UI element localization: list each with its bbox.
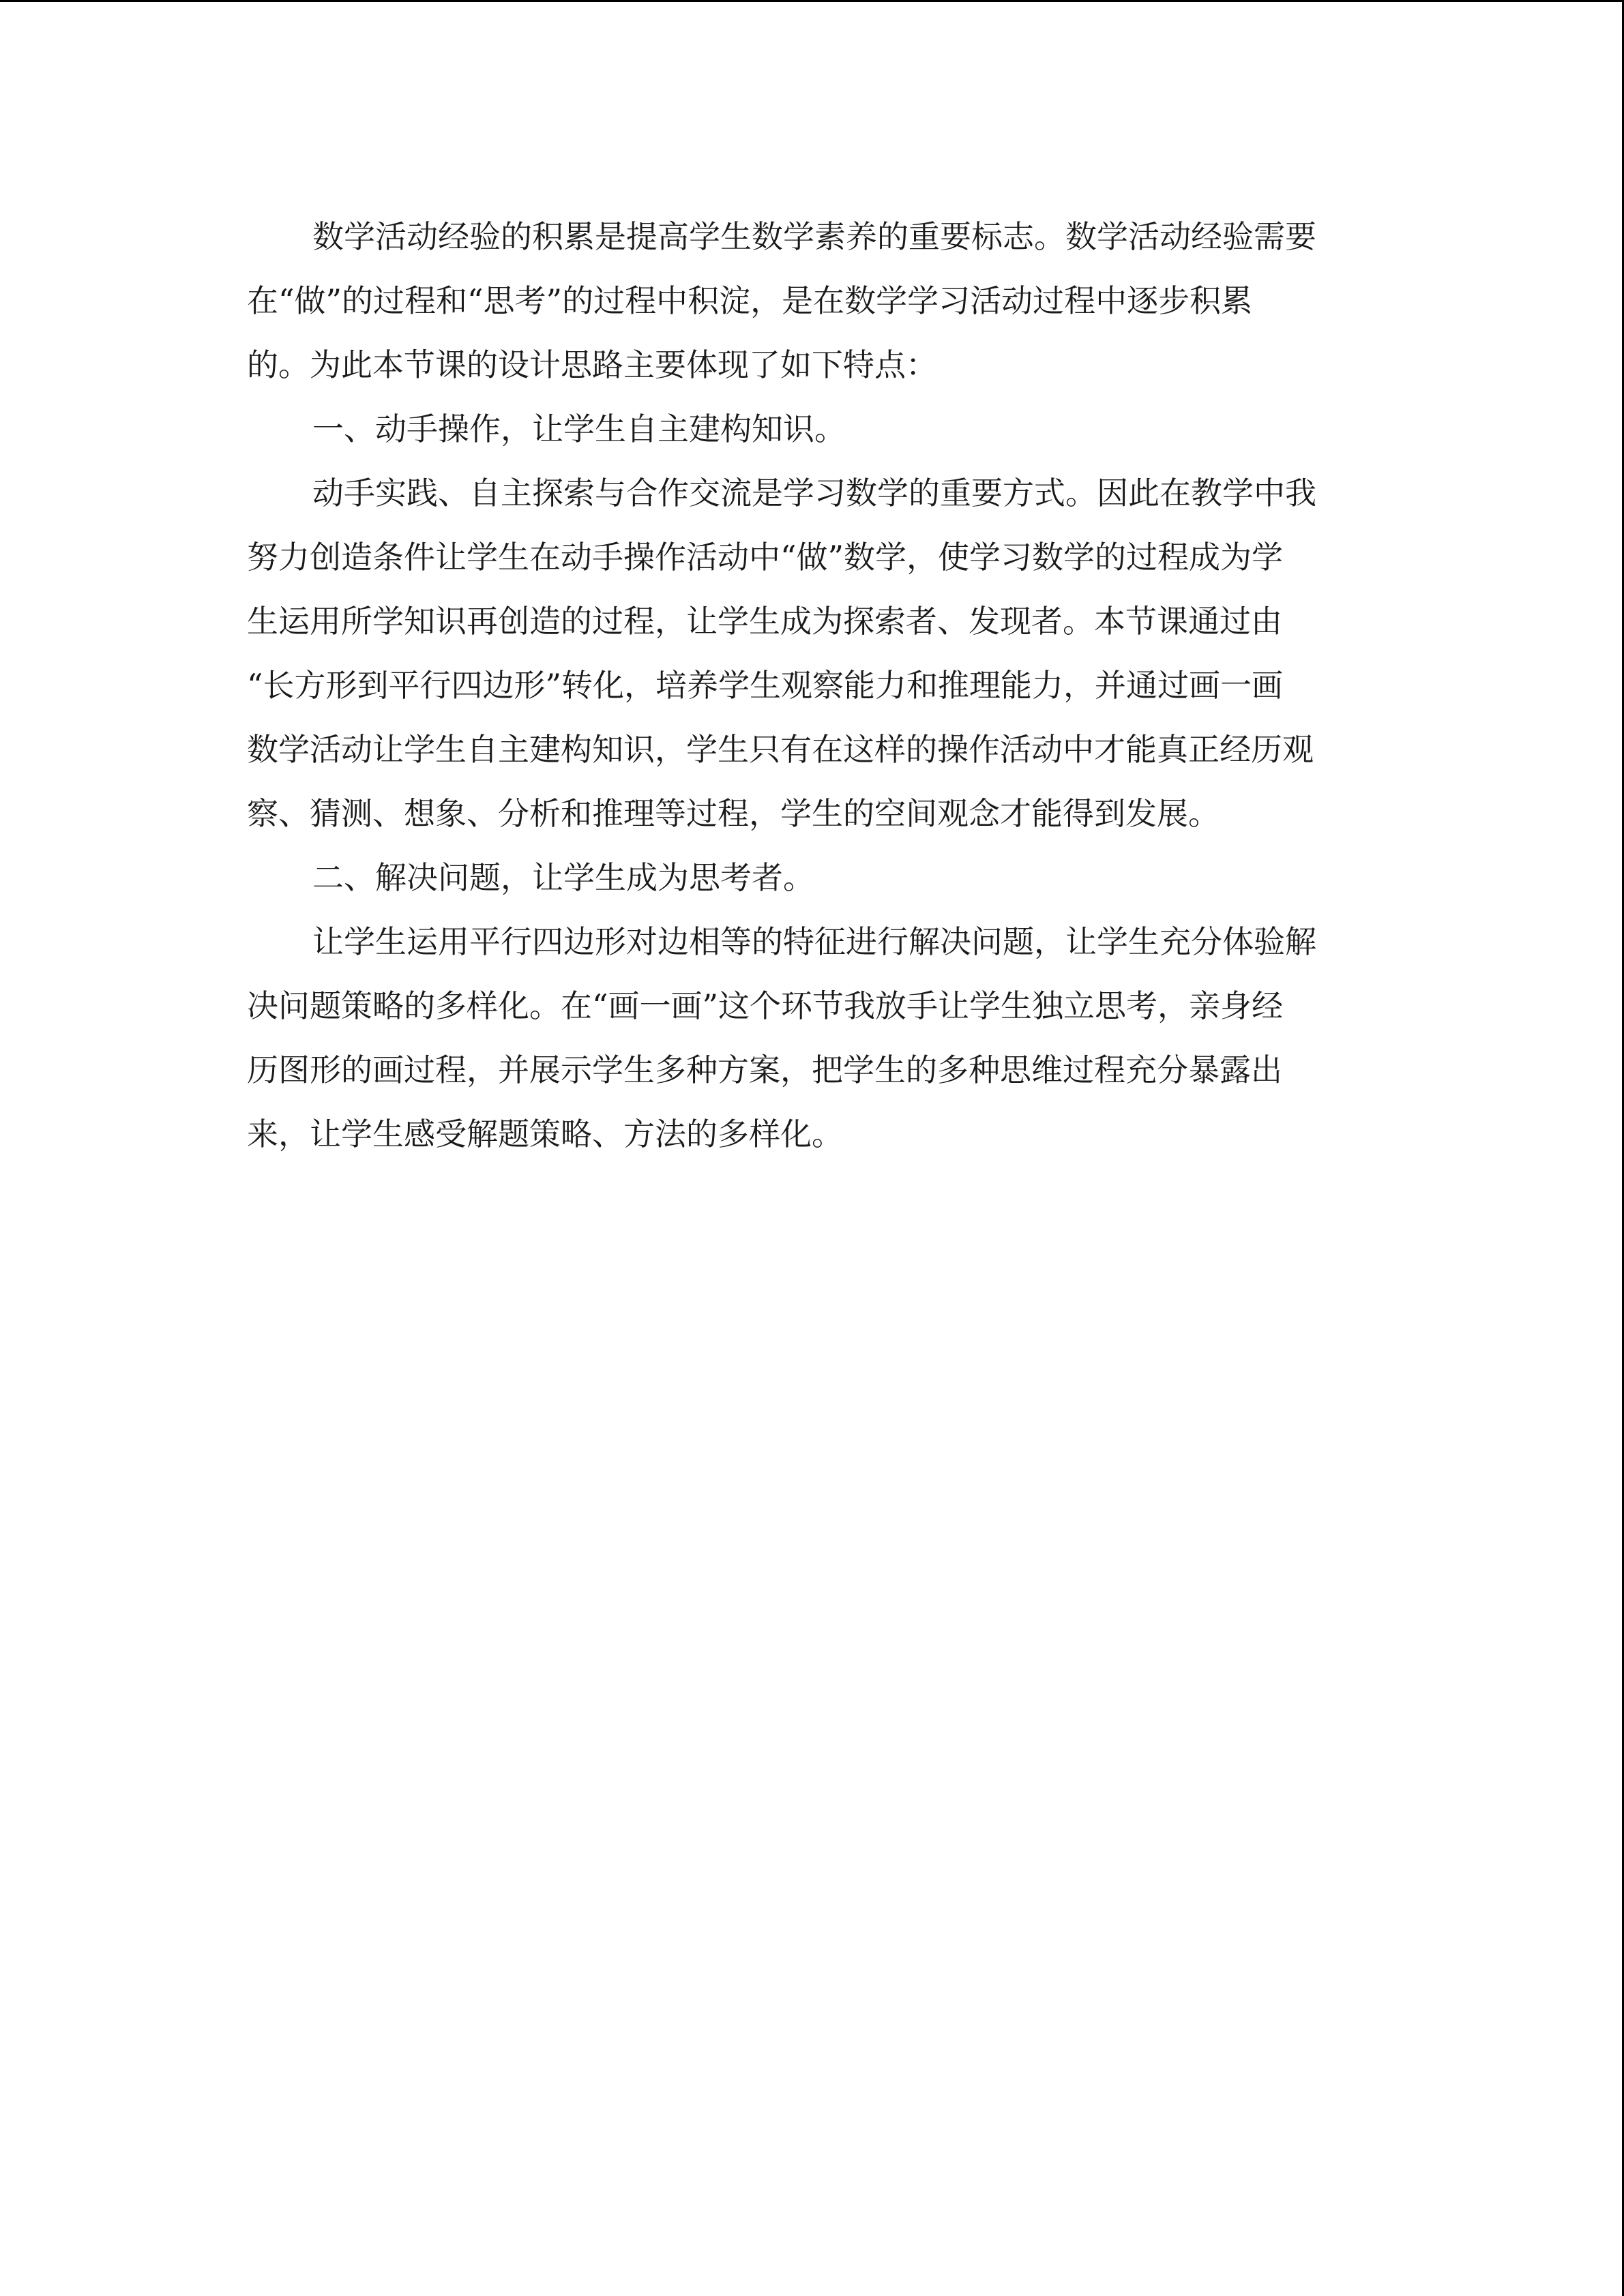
paragraph-3-line-3: 历图形的画过程，并展示学生多种方案，把学生的多种思维过程充分暴露出 <box>247 1052 1282 1088</box>
paragraph-3-line-1: 让学生运用平行四边形对边相等的特征进行解决问题，让学生充分体验解 <box>312 923 1316 960</box>
section-heading-2: 二、解决问题，让学生成为思考者。 <box>312 859 814 896</box>
paragraph-2-line-1: 动手实践、自主探索与合作交流是学习数学的重要方式。因此在教学中我 <box>312 475 1316 511</box>
document-body <box>247 205 1363 1166</box>
paragraph-2-line-6: 察、猜测、想象、分析和推理等过程，学生的空间观念才能得到发展。 <box>247 795 1220 832</box>
paragraph-1-line-3: 的。为此本节课的设计思路主要体现了如下特点： <box>247 346 937 383</box>
paragraph-2-line-4: “长方形到平行四边形”转化，培养学生观察能力和推理能力，并通过画一画 <box>247 667 1284 704</box>
paragraph-1-line-1: 数学活动经验的积累是提高学生数学素养的重要标志。数学活动经验需要 <box>312 218 1316 255</box>
paragraph-3-line-2: 决问题策略的多样化。在“画一画”这个环节我放手让学生独立思考，亲身经 <box>247 987 1284 1024</box>
paragraph-2-line-3: 生运用所学知识再创造的过程，让学生成为探索者、发现者。本节课通过由 <box>247 603 1282 640</box>
section-heading-1: 一、动手操作，让学生自主建构知识。 <box>312 411 846 447</box>
paragraph-2-line-2: 努力创造条件让学生在动手操作活动中“做”数学，使学习数学的过程成为学 <box>247 539 1284 576</box>
paragraph-3-line-4: 来，让学生感受解题策略、方法的多样化。 <box>247 1116 843 1152</box>
paragraph-1-line-2: 在“做”的过程和“思考”的过程中积淀，是在数学学习活动过程中逐步积累 <box>247 282 1253 319</box>
paragraph-2-line-5: 数学活动让学生自主建构知识，学生只有在这样的操作活动中才能真正经历观 <box>247 731 1314 768</box>
